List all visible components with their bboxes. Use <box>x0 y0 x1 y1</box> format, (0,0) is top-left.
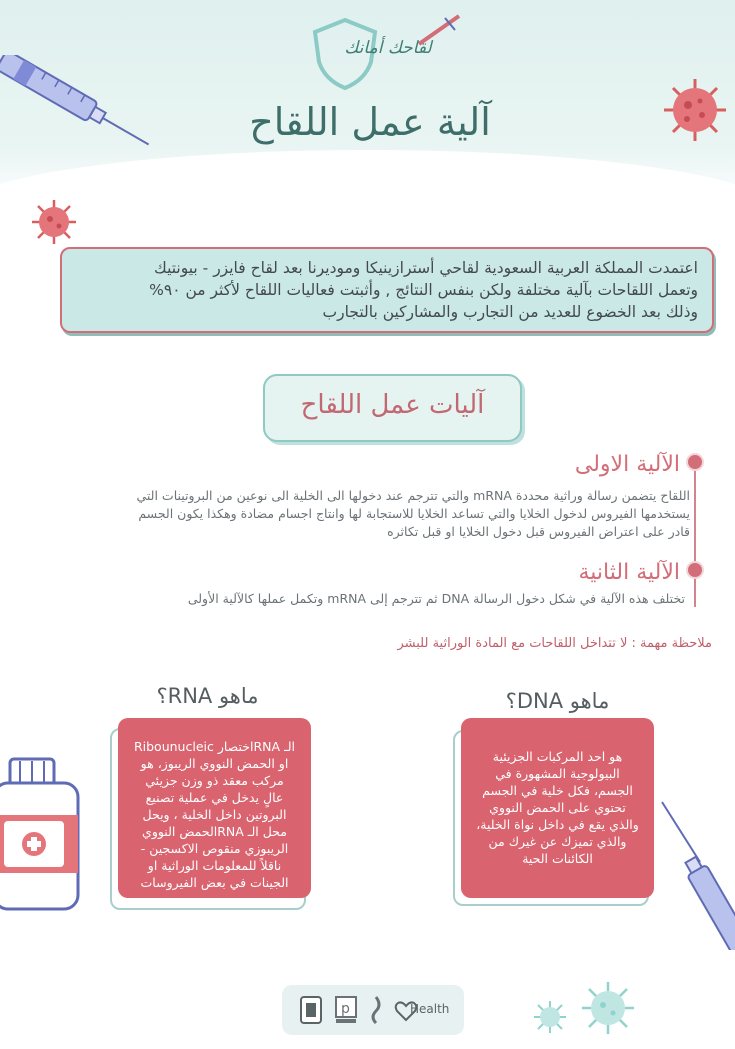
mechanism-1-title: الآلية الاولى <box>574 452 680 477</box>
medicine-bottle-icon <box>0 755 90 915</box>
card-line: تحتوي على الحمض النووي <box>489 800 626 815</box>
health-logo-text: Health <box>410 1002 450 1016</box>
page-title: آلية عمل اللقاح <box>249 100 491 144</box>
intro-line: وتعمل اللقاحات بآلية مختلفة ولكن بنفس النتائج , وأثبتت فعاليات اللقاح لأكثر من ٩٠% <box>149 281 698 299</box>
rna-question: ماهو RNA؟ <box>156 684 259 708</box>
mechanism-2-text <box>80 590 685 608</box>
virus-icon <box>533 1000 567 1034</box>
logo-text: لقاحك أمانك <box>344 38 432 58</box>
mechanism-2-title: الآلية الثانية <box>578 560 680 585</box>
syringe-icon <box>660 800 735 950</box>
card-line: والذي تميزك عن غيرك من <box>488 834 627 849</box>
syringe-icon <box>0 55 150 150</box>
timeline-dot <box>686 561 704 579</box>
mechanism-1-text <box>40 487 690 541</box>
card-line: ناقلاً للمعلومات الوراثية او <box>147 858 282 873</box>
card-line: هو احد المركبات الجزيئية <box>492 749 623 764</box>
intro-box <box>60 247 714 333</box>
card-line: البيولوجية المشهورة في <box>495 766 620 781</box>
intro-line: وذلك بعد الخضوع للعديد من التجارب والمشاركين بالتجارب <box>322 303 698 321</box>
intro-text <box>78 257 698 323</box>
rna-card <box>118 718 311 898</box>
mechanism-line: تختلف هذه الآلية في شكل دخول الرسالة DNA ثم تترجم إلى mRNA وتكمل عملها كالآلية الأولى <box>187 591 685 606</box>
mechanism-line: قادر على اعتراض الفيروس قبل دخول الخلايا او قبل تكاثره <box>387 524 690 539</box>
virus-icon <box>30 198 78 246</box>
section-heading <box>263 374 522 442</box>
health-logo <box>394 997 458 1025</box>
university-emblem-icon <box>298 995 324 1025</box>
card-line: عالٍ يدخل في عملية تصنيع <box>145 790 284 805</box>
important-note: ملاحظة مهمة : لا تتداخل اللقاحات مع المادة الوراثية للبشر <box>397 636 712 651</box>
dna-card <box>461 718 654 898</box>
card-line: الـ RNAاختصار Ribounucleic <box>133 739 296 754</box>
timeline-line <box>694 462 696 607</box>
dna-description <box>473 748 642 867</box>
institute-logo-icon <box>334 995 358 1025</box>
timeline-dot <box>686 453 704 471</box>
svg-text:p: p <box>341 1001 350 1017</box>
card-line: الكائنات الحية <box>522 851 593 866</box>
rna-description <box>130 738 299 891</box>
mechanism-line: يستخدمها الفيروس لدخول الخلايا والتي تساعد الخلايا للاستجابة لها وانتاج اجسام مضادة وهكذا يكون الجسم <box>138 506 690 521</box>
virus-icon <box>660 75 730 145</box>
ministry-logo-icon <box>366 995 386 1025</box>
footer-logos <box>282 985 464 1035</box>
card-line: والذي يقع في داخل نواة الخلية، <box>476 817 639 832</box>
card-line: البروتين داخل الخلية ، ويحل <box>142 807 287 822</box>
card-line: او الحمض النووي الريبوز، هو <box>140 756 289 771</box>
intro-line: اعتمدت المملكة العربية السعودية لقاحي أسترازينيكا وموديرنا بعد لقاح فايزر - بيونتيك <box>154 259 698 277</box>
dna-question: ماهو DNA؟ <box>505 689 610 713</box>
virus-icon <box>580 980 636 1036</box>
campaign-logo <box>305 12 465 92</box>
card-line: محل الـ RNAالحمض النووي <box>142 824 287 839</box>
card-line: مركب معقد ذو وزن جزيئي <box>145 773 284 788</box>
card-line: الجينات في بعض الفيروسات <box>140 875 289 890</box>
card-line: الجسم، فكل خلية في الجسم <box>482 783 633 798</box>
mechanism-line: اللقاح يتضمن رسالة وراثية محددة mRNA والتي تترجم عند دخولها الى الخلية الى نوعين من البروتينات التي <box>136 488 690 503</box>
section-title: آليات عمل اللقاح <box>300 390 485 420</box>
card-line: الريبوزي منقوص الاكسجين - <box>140 841 289 856</box>
